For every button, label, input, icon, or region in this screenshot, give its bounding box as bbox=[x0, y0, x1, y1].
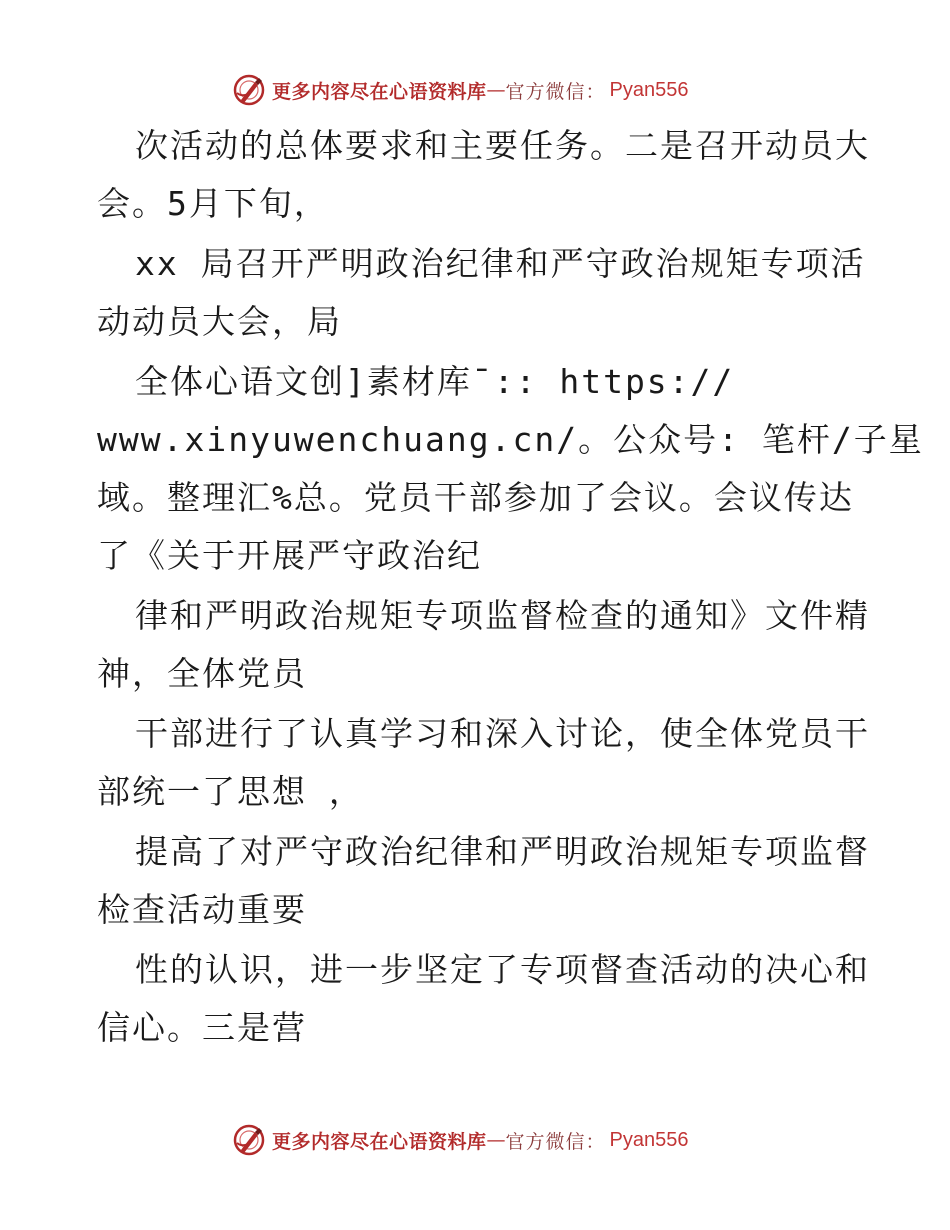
pen-circle-logo-icon bbox=[232, 1123, 266, 1157]
text-line: 了《关于开展严守政治纪 bbox=[97, 536, 482, 575]
text-line: 动动员大会，局 bbox=[97, 302, 342, 341]
text-line: 信心。三是营 bbox=[97, 1008, 307, 1047]
text-line: 检查活动重要 bbox=[97, 890, 307, 929]
pen-circle-logo-icon bbox=[232, 73, 266, 107]
text-line: xx 局召开严明政治纪律和严守政治规矩专项活 bbox=[135, 244, 866, 283]
text-line: 次活动的总体要求和主要任务。二是召开动员大 bbox=[135, 126, 870, 165]
banner-separator: — bbox=[486, 79, 506, 101]
footer-banner bbox=[232, 1120, 712, 1160]
text-line: 全体心语文创]素材库¯:: https:// bbox=[135, 362, 735, 401]
text-line: 神，全体党员 bbox=[97, 654, 307, 693]
text-line: 域。整理汇%总。党员干部参加了会议。会议传达 bbox=[97, 478, 854, 517]
banner-wechat-label: 官方微信： bbox=[505, 80, 606, 103]
text-line: 干部进行了认真学习和深入讨论，使全体党员干 bbox=[135, 714, 870, 753]
text-line: 提高了对严守政治纪律和严明政治规矩专项监督 bbox=[135, 832, 870, 871]
text-line: www.xinyuwenchuang.cn/。公众号: 笔杆/子星 bbox=[97, 420, 924, 459]
header-banner bbox=[232, 70, 712, 110]
banner-main-text: 更多内容尽在心语资料库 bbox=[272, 1130, 487, 1153]
banner-separator: — bbox=[486, 1129, 506, 1151]
banner-wechat-label: 官方微信： bbox=[505, 1130, 606, 1153]
banner-main-text: 更多内容尽在心语资料库 bbox=[272, 80, 487, 103]
text-line: 性的认识，进一步坚定了专项督查活动的决心和 bbox=[135, 950, 870, 989]
text-line: 律和严明政治规矩专项监督检查的通知》文件精 bbox=[135, 596, 870, 635]
text-line: 部统一了思想 ， bbox=[97, 772, 364, 811]
text-line: 会。5月下旬， bbox=[97, 184, 329, 223]
banner-wechat-id: Pyan556 bbox=[609, 78, 689, 101]
banner-wechat-id: Pyan556 bbox=[609, 1128, 689, 1151]
